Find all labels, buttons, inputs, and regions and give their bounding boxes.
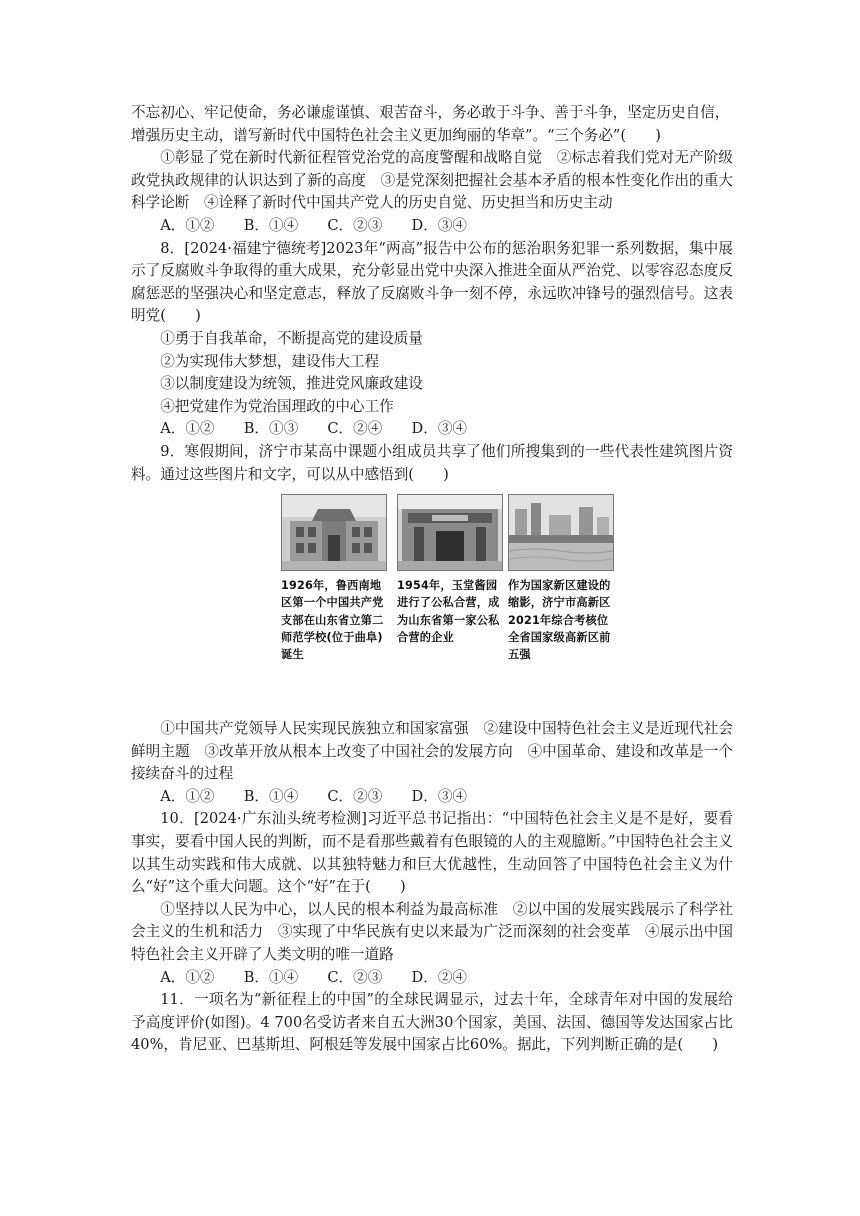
- q8-stem: 8．[2024·福建宁德统考]2023年“两高”报告中公布的惩治职务犯罪一系列数据，集中展示了反腐败斗争取得的重大成果，充分彰显出党中央深入推进全面从严治党、以零容忍态度反腐惩恶的坚强决心和坚定意志，释放了反腐败斗争一刻不停，永远吹冲锋号的强烈信号。这表明党( ): [131, 239, 733, 325]
- q9-choices: ①中国共产党领导人民实现民族独立和国家富强 ②建设中国特色社会主义是近现代社会鲜明主题 ③改革开放从根本上改变了中国社会的发展方向 ④中国革命、建设和改革是一个接续奋斗的过程: [131, 720, 733, 783]
- q9-figure-3-caption: 作为国家新区建设的缩影，济宁市高新区2021年综合考核位全省国家级高新区前五强: [508, 579, 611, 662]
- photo-hightech-zone: [508, 494, 614, 571]
- q9-figure-group: [131, 486, 733, 718]
- photo-school-building: [281, 494, 387, 571]
- q11-stem: 11．一项名为“新征程上的中国”的全球民调显示，过去十年，全球青年对中国的发展给予高度评价(如图)。4 700名受访者来自五大洲30个国家，美国、法国、德国等发达国家占比40%，肯尼亚、巴基斯坦、阿根廷等发展中国家占比60%。据此，下列判断正确的是( ): [131, 991, 733, 1054]
- q10-choices: ①坚持以人民为中心，以人民的根本利益为最高标准 ②以中国的发展实践展示了科学社会主义的生机和活力 ③实现了中华民族有史以来最为广泛而深刻的社会变革 ④展示出中国特色社会主义开辟了人类文明的唯一道路: [131, 900, 733, 964]
- q9-options: A．①② B．①④ C．②③ D．③④: [160, 787, 468, 805]
- q7-stem-line-2: 增强历史主动，谱写新时代中国特色社会主义更加绚丽的华章”。“三个务必”( ): [131, 126, 661, 144]
- q8-item-4: ④把党建作为党治国理政的中心工作: [160, 397, 394, 415]
- q8-options: A．①② B．①③ C．②④ D．③④: [160, 420, 468, 438]
- q9-figure-1: [281, 494, 387, 663]
- q9-figure-2: [397, 494, 503, 646]
- q9-figure-2-caption: 1954年，玉堂酱园进行了公私合营，成为山东省第一家公私合营的企业: [397, 579, 500, 644]
- q9-figure-1-caption: 1926年，鲁西南地区第一个中国共产党支部在山东省立第二师范学校(位于曲阜)诞生: [281, 579, 384, 662]
- q9-figure-3: [508, 494, 614, 663]
- q8-item-1: ①勇于自我革命，不断提高党的建设质量: [160, 329, 423, 347]
- photo-yutang-gate: [397, 494, 503, 571]
- q8-item-3: ③以制度建设为统领，推进党风廉政建设: [160, 375, 423, 393]
- q10-options: A．①② B．①④ C．②③ D．②④: [160, 968, 468, 986]
- q9-stem: 9．寒假期间，济宁市某高中课题小组成员共享了他们所搜集到的一些代表性建筑图片资料。通过这些图片和文字，可以从中感悟到( ): [131, 442, 733, 483]
- q7-stem-line-1: 不忘初心、牢记使命，务必谦虚谨慎、艰苦奋斗，务必敢于斗争、善于斗争，坚定历史自信，: [131, 104, 730, 121]
- q7-choices: ①彰显了党在新时代新征程管党治党的高度警醒和战略自觉 ②标志着我们党对无产阶级政党执政规律的认识达到了新的高度 ③是党深刻把握社会基本矛盾的根本性变化作出的重大科学论断 ④诠释了新时代中国共产党人的历史自觉、历史担当和历史主动: [131, 149, 733, 212]
- q8-item-2: ②为实现伟大梦想，建设伟大工程: [160, 352, 380, 370]
- q10-stem: 10．[2024·广东汕头统考检测]习近平总书记指出：“中国特色社会主义是不是好，要看事实，要看中国人民的判断，而不是看那些戴着有色眼镜的人的主观臆断。”中国特色社会主义以其生动实践和伟大成就、以其独特魅力和巨大优越性，生动回答了中国特色社会主义为什么“好”这个重大问题。这个“好”在于( ): [131, 810, 733, 896]
- question-page: [131, 102, 733, 1057]
- q7-options: A．①② B．①④ C．②③ D．③④: [160, 216, 468, 234]
